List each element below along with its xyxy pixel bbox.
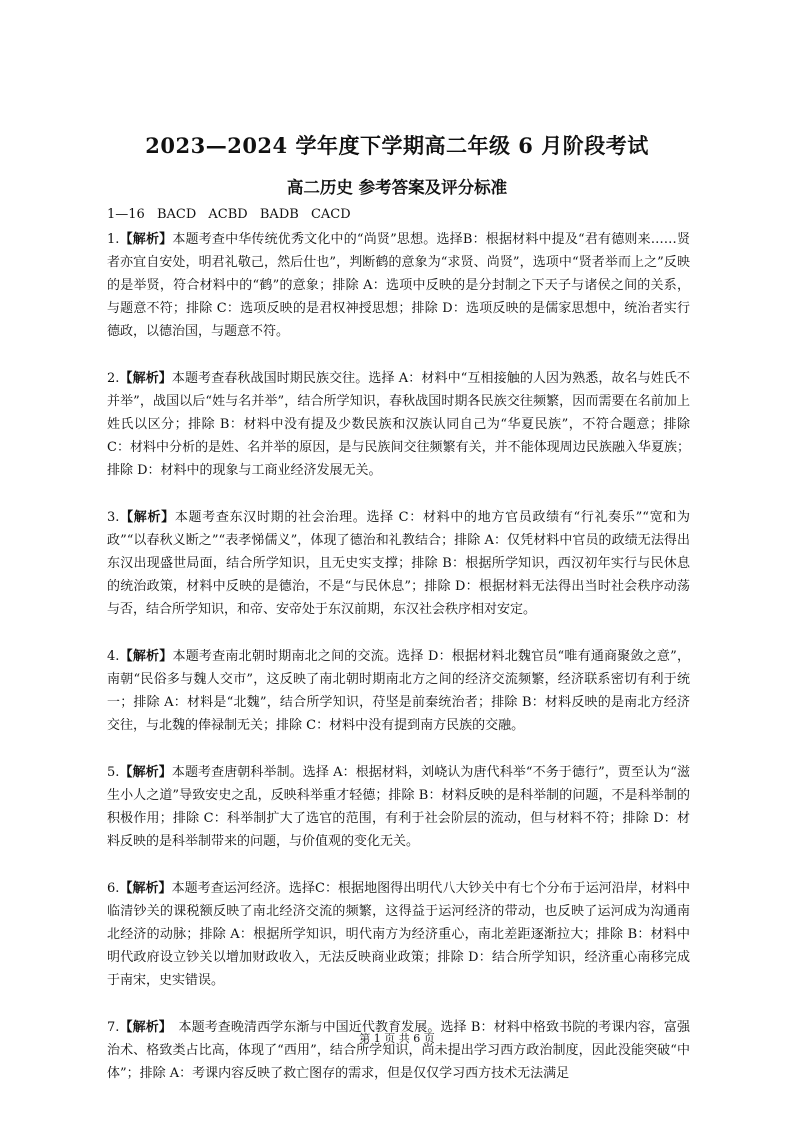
analysis-tag: 【解析】 [119,232,173,247]
answer-group: BACD [156,207,197,222]
page-subtitle: 高二历史 参考答案及评分标准 [286,178,508,197]
analysis-tag: 【解析】 [119,881,172,896]
question-number: 7. [107,1020,120,1035]
page-footer: 第 1 页 共 6 页 [359,1032,435,1045]
analysis-text: 本题考查唐朝科举制。选择 A：根据材料，刘峣认为唐代科举“不务于德行”，贾至认为“滋生小人之道”导致安史之乱，反映科举重才轻德；排除 B：材料反映的是科举制的问题，不是科举制的积极作用；排除 C：科举制扩大了选官的范围，有利于社会阶层的流动，但与材料不符；排除 D：材料反映的是科举制带来的问题，与价值观的变化无关。 [107,765,690,849]
answer-key [107,207,351,222]
explanation-item [107,506,690,621]
question-number: 1. [107,232,120,247]
analysis-tag: 【解析】 [119,649,173,664]
page-title: 2023—2024 学年度下学期高二年级 6 月阶段考试 [145,133,649,158]
analysis-tag: 【解析】 [119,371,172,386]
explanation-item [107,1016,690,1085]
explanation-item [107,877,690,992]
question-number: 5. [107,765,120,780]
analysis-text: 本题考查东汉时期的社会治理。选择 C：材料中的地方官员政绩有“行礼奏乐”“宽和为政”“以春秋义断之”“表孝悌儒义”，体现了德治和礼教结合；排除 A：仅凭材料中官员的政绩无法得出东汉出现盛世局面，结合所学知识，且无史实支撑；排除 B：根据所学知识，西汉初年实行与民休息的统治政策，材料中反映的是德治，不是“与民休息”；排除 D：根据材料无法得出当时社会秩序动荡与否，结合所学知识，和帝、安帝处于东汉前期，东汉社会秩序相对安定。 [107,510,690,617]
question-number: 6. [107,881,120,896]
analysis-tag: 【解析】 [119,510,175,525]
question-number: 2. [107,371,120,386]
analysis-text: 本题考查春秋战国时期民族交往。选择 A：材料中“互相接触的人因为熟悉，故名与姓氏不并举”，战国以后“姓与名并举”，结合所学知识，春秋战国时期各民族交往频繁，因而需要在名前加上姓氏以区分；排除 B：材料中没有提及少数民族和汉族认同自己为“华夏民族”，不符合题意；排除 C：材料中分析的是姓、名并举的原因，是与民族间交往频繁有关，并不能体现周边民族融入华夏族；排除 D：材料中的现象与工商业经济发展无关。 [107,371,690,478]
explanation-item [107,367,690,482]
explanation-item [107,228,690,343]
question-number: 4. [107,649,120,664]
analysis-text: 本题考查晚清西学东渐与中国近代教育发展。选择 B：材料中格致书院的考课内容，富强治术、格致类占比高，体现了“西用”，结合所学知识，尚未提出学习西方政治制度，因此没能突破“中体”；排除 A：考课内容反映了救亡图存的需求，但是仅仅学习西方技术无法满足 [107,1020,690,1081]
answer-group: BADB [259,207,299,222]
explanation-item [107,645,690,737]
explanation-list [107,228,690,1085]
analysis-tag: 【解析】 [119,1020,166,1035]
analysis-text: 本题考查南北朝时期南北之间的交流。选择 D：根据材料北魏官员“唯有通商聚敛之意”，南朝“民俗多与魏人交市”，这反映了南北朝时期南北方之间的经济交流频繁，经济联系密切有利于统一；排除 A：材料是“北魏”，结合所学知识，苻坚是前秦统治者；排除 B：材料反映的是南北方经济交往，与北魏的俸禄制无关；排除 C：材料中没有提到南方民族的交融。 [107,649,690,733]
answer-range: 1—16 [107,207,145,222]
analysis-tag: 【解析】 [119,765,172,780]
analysis-text: 本题考查中华传统优秀文化中的“尚贤”思想。选择B：根据材料中提及“君有德则来……贤者亦宜自安处，明君礼敬己，然后仕也”，判断鹤的意象为“求贤、尚贤”，选项中“贤者举而上之”反映的是举贤，符合材料中的“鹤”的意象；排除 A：选项中反映的是分封制之下天子与诸侯之间的关系，与题意不符；排除 C：选项反映的是君权神授思想；排除 D：选项反映的是儒家思想中，统治者实行德政，以德治国，与题意不符。 [107,232,690,339]
explanation-item [107,761,690,853]
question-number: 3. [107,510,120,525]
answer-group: ACBD [208,207,248,222]
answer-group: CACD [310,207,351,222]
analysis-text: 本题考查运河经济。选择C：根据地图得出明代八大钞关中有七个分布于运河沿岸，材料中临清钞关的课税额反映了南北经济交流的频繁，这得益于运河经济的带动，也反映了运河成为沟通南北经济的动脉；排除 A：根据所学知识，明代南方为经济重心，南北差距逐渐拉大；排除 B：材料中明代政府设立钞关以增加财政收入，无法反映商业政策；排除 D：结合所学知识，经济重心南移完成于南宋，史实错误。 [107,881,690,988]
